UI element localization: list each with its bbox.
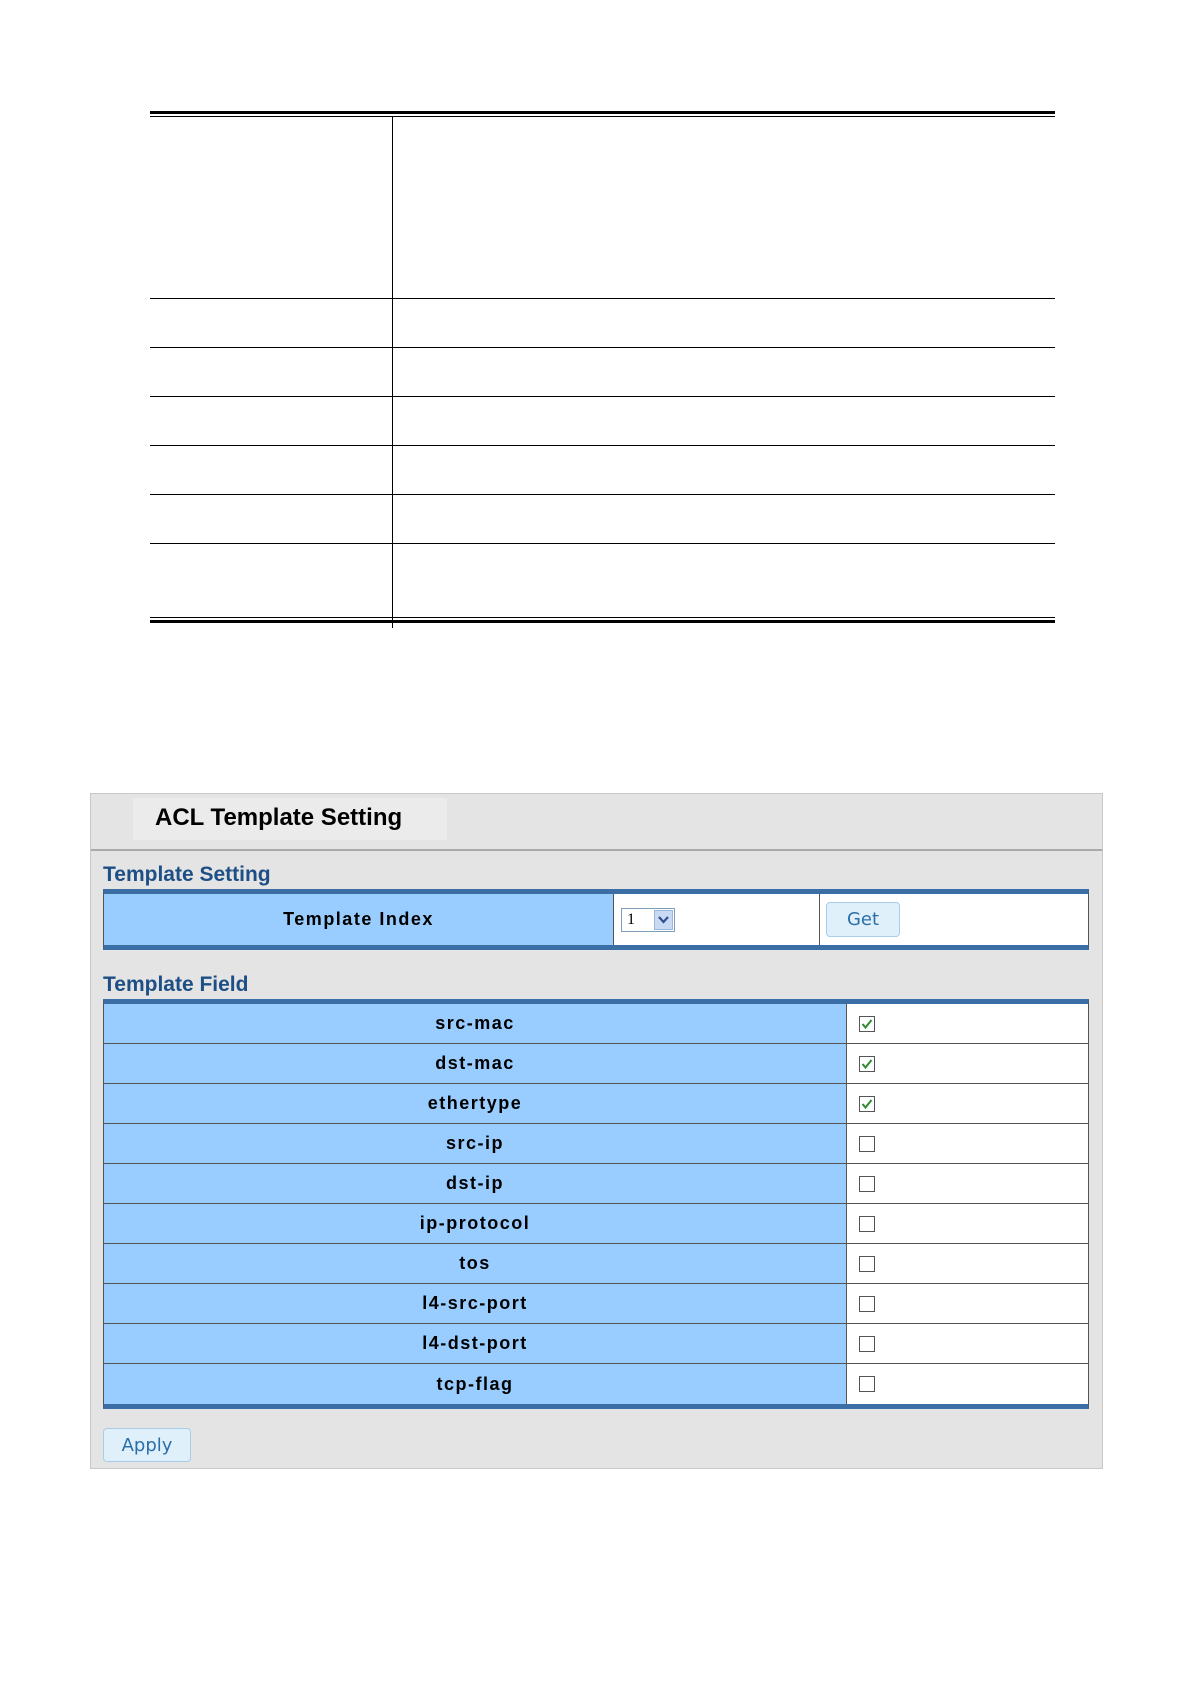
get-button[interactable]: Get: [826, 902, 900, 937]
get-cell: [820, 894, 1088, 945]
template-index-value: 1: [627, 910, 635, 928]
template-index-select[interactable]: [621, 908, 675, 932]
template-index-label: Template Index: [104, 894, 614, 945]
field-row-ip-protocol: [104, 1204, 1088, 1244]
field-checkbox-l4-dst-port[interactable]: [859, 1336, 875, 1352]
field-checkbox-cell: [847, 1324, 1088, 1363]
table-bottom-rule: [150, 620, 1055, 623]
template-setting-title: Template Setting: [103, 863, 271, 886]
field-row-tcp-flag: [104, 1364, 1088, 1404]
field-checkbox-cell: [847, 1244, 1088, 1283]
table-row-divider: [150, 445, 1055, 446]
check-icon: [861, 1058, 873, 1070]
field-label: dst-mac: [104, 1044, 847, 1083]
template-index-cell: [614, 894, 820, 945]
table-top-rule: [150, 111, 1055, 114]
table-row-divider: [150, 494, 1055, 495]
page-title: ACL Template Setting: [155, 804, 403, 831]
table-row-divider: [150, 396, 1055, 397]
field-row-src-ip: [104, 1124, 1088, 1164]
template-field-grid: [103, 999, 1089, 1409]
check-icon: [861, 1098, 873, 1110]
field-row-l4-src-port: [104, 1284, 1088, 1324]
field-checkbox-cell: [847, 1084, 1088, 1123]
field-checkbox-ip-protocol[interactable]: [859, 1216, 875, 1232]
field-row-ethertype: [104, 1084, 1088, 1124]
field-label: tcp-flag: [104, 1364, 847, 1404]
apply-button[interactable]: Apply: [103, 1428, 191, 1462]
field-checkbox-cell: [847, 1004, 1088, 1043]
field-label: dst-ip: [104, 1164, 847, 1203]
field-label: src-mac: [104, 1004, 847, 1043]
table-top-rule-thin: [150, 116, 1055, 117]
field-checkbox-cell: [847, 1124, 1088, 1163]
table-row-divider: [150, 543, 1055, 544]
field-label: src-ip: [104, 1124, 847, 1163]
field-checkbox-dst-ip[interactable]: [859, 1176, 875, 1192]
field-checkbox-tos[interactable]: [859, 1256, 875, 1272]
field-label: ethertype: [104, 1084, 847, 1123]
check-icon: [861, 1018, 873, 1030]
field-row-src-mac: [104, 1004, 1088, 1044]
table-row-divider: [150, 298, 1055, 299]
template-index-row: [104, 894, 1088, 945]
field-label: l4-dst-port: [104, 1324, 847, 1363]
field-checkbox-cell: [847, 1364, 1088, 1404]
field-row-dst-mac: [104, 1044, 1088, 1084]
field-checkbox-dst-mac[interactable]: [859, 1056, 875, 1072]
chevron-down-icon[interactable]: [654, 910, 673, 930]
template-setting-grid: [103, 889, 1089, 950]
field-checkbox-src-ip[interactable]: [859, 1136, 875, 1152]
title-divider: [91, 849, 1102, 851]
field-label: tos: [104, 1244, 847, 1283]
field-row-l4-dst-port: [104, 1324, 1088, 1364]
template-field-title: Template Field: [103, 973, 249, 996]
table-column-divider: [392, 117, 393, 628]
field-row-tos: [104, 1244, 1088, 1284]
field-checkbox-src-mac[interactable]: [859, 1016, 875, 1032]
field-label: ip-protocol: [104, 1204, 847, 1243]
field-checkbox-tcp-flag[interactable]: [859, 1376, 875, 1392]
field-checkbox-ethertype[interactable]: [859, 1096, 875, 1112]
table-row-divider: [150, 347, 1055, 348]
field-checkbox-l4-src-port[interactable]: [859, 1296, 875, 1312]
field-checkbox-cell: [847, 1164, 1088, 1203]
field-checkbox-cell: [847, 1044, 1088, 1083]
field-label: l4-src-port: [104, 1284, 847, 1323]
field-checkbox-cell: [847, 1284, 1088, 1323]
field-checkbox-cell: [847, 1204, 1088, 1243]
acl-template-panel: [90, 793, 1103, 1469]
table-bottom-rule-thin: [150, 617, 1055, 618]
field-row-dst-ip: [104, 1164, 1088, 1204]
